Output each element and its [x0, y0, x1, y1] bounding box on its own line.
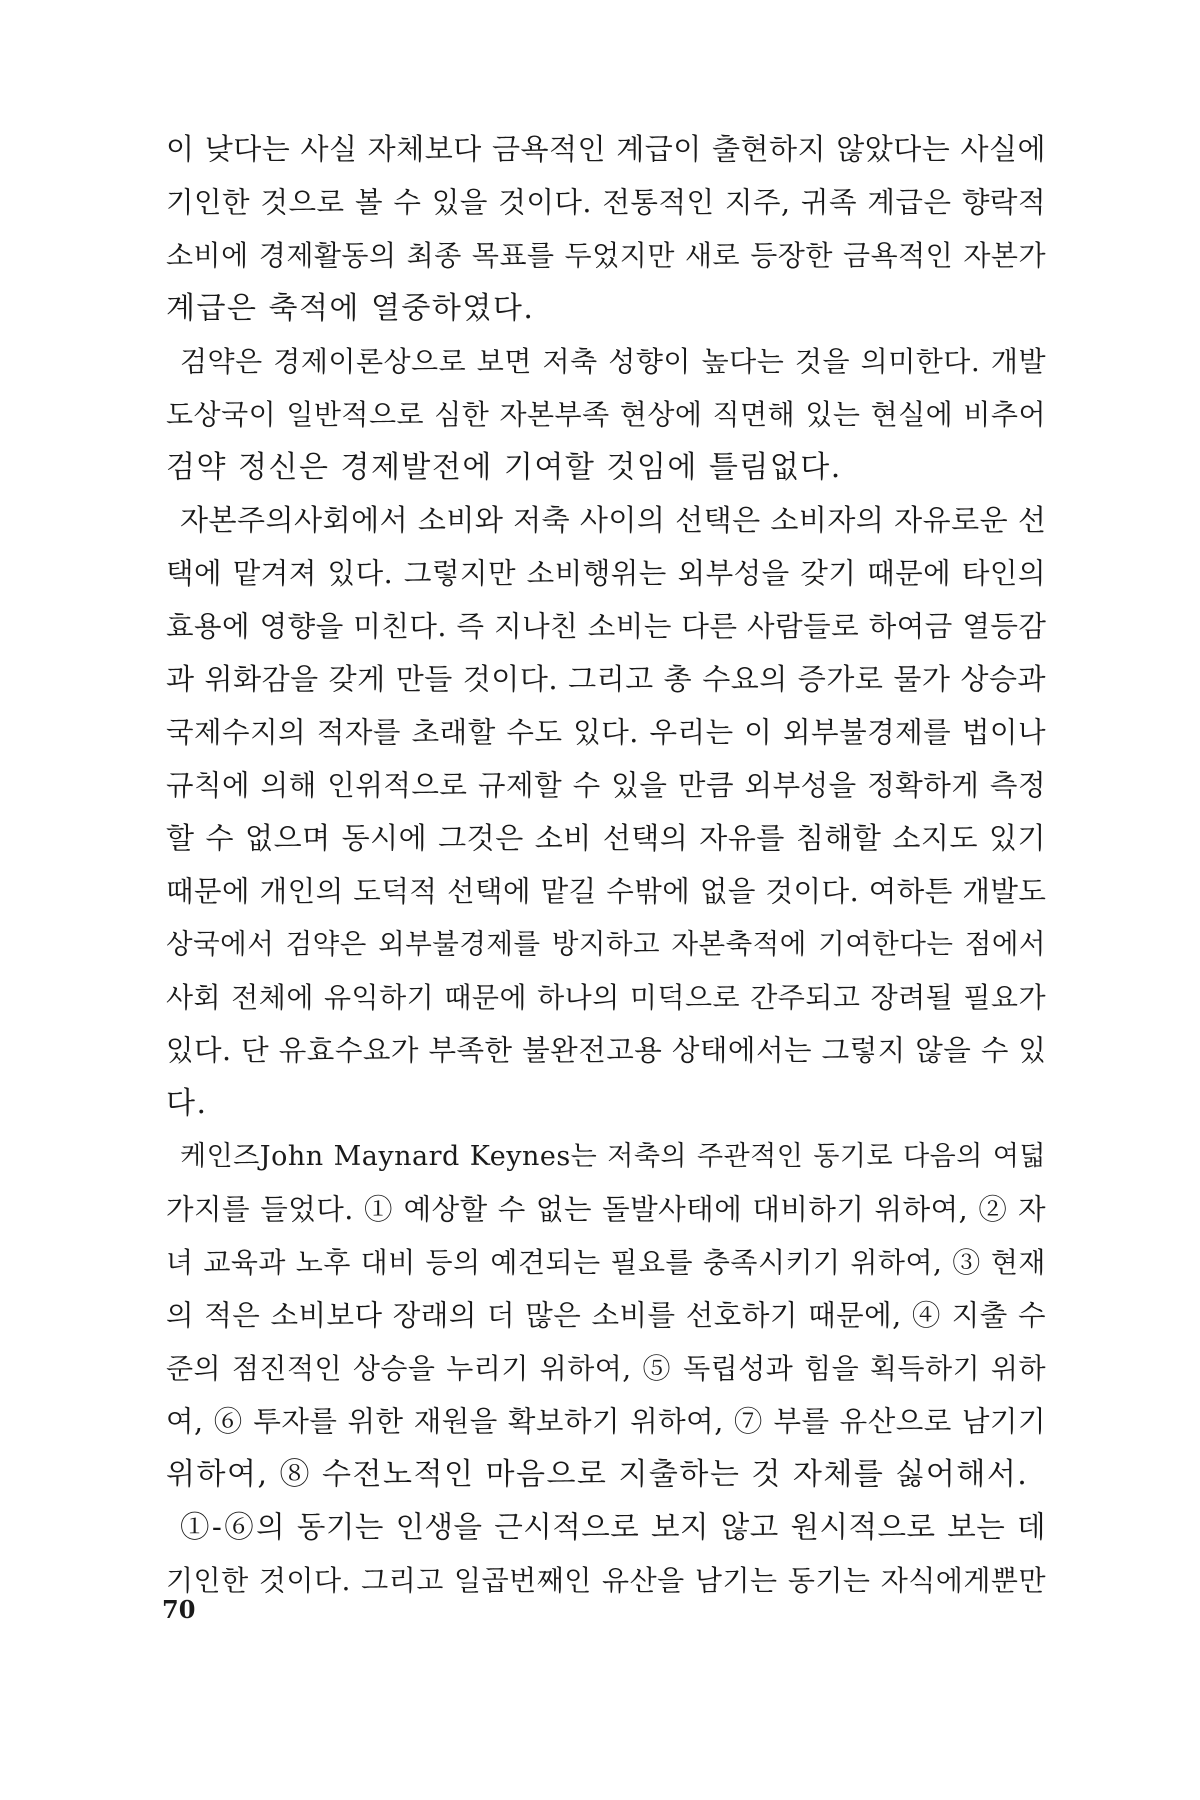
text-line: 이 낮다는 사실 자체보다 금욕적인 계급이 출현하지 않았다는 사실에 [166, 132, 1046, 166]
text-line: 때문에 개인의 도덕적 선택에 맡길 수밖에 없을 것이다. 여하튼 개발도 [166, 875, 1046, 908]
text-line: 검약 정신은 경제발전에 기여할 것임에 틀림없다. [166, 450, 842, 485]
text-line: 녀 교육과 노후 대비 등의 예견되는 필요를 충족시키기 위하여, ③ 현재 [166, 1246, 1046, 1279]
paragraph-first-line: ①-⑥의 동기는 인생을 근시적으로 보지 않고 원시적으로 보는 데 [180, 1510, 1046, 1544]
text-line: 도상국이 일반적으로 심한 자본부족 현상에 직면해 있는 현실에 비추어 [166, 398, 1046, 431]
text-line: 효용에 영향을 미친다. 즉 지나친 소비는 다른 사람들로 하여금 열등감 [166, 610, 1046, 643]
text-line: 기인한 것이다. 그리고 일곱번째인 유산을 남기는 동기는 자식에게뿐만 [166, 1564, 1046, 1597]
text-line: 의 적은 소비보다 장래의 더 많은 소비를 선호하기 때문에, ④ 지출 수 [166, 1299, 1046, 1332]
text-line: 계급은 축적에 열중하였다. [166, 291, 535, 326]
text-line: 위하여, ⑧ 수전노적인 마음으로 지출하는 것 자체를 싫어해서. [166, 1457, 1029, 1492]
text-line: 규칙에 의해 인위적으로 규제할 수 있을 만큼 외부성을 정확하게 측정 [166, 769, 1046, 802]
text-line: 있다. 단 유효수요가 부족한 불완전고용 상태에서는 그렇지 않을 수 있 [166, 1034, 1046, 1067]
text-line: 국제수지의 적자를 초래할 수도 있다. 우리는 이 외부불경제를 법이나 [166, 716, 1046, 749]
text-line: 소비에 경제활동의 최종 목표를 두었지만 새로 등장한 금욕적인 자본가 [166, 239, 1046, 272]
text-line: 할 수 없으며 동시에 그것은 소비 선택의 자유를 침해할 소지도 있기 [166, 821, 1046, 855]
text-line: 여, ⑥ 투자를 위한 재원을 확보하기 위하여, ⑦ 부를 유산으로 남기기 [166, 1405, 1046, 1438]
page-number: 70 [162, 1595, 196, 1624]
text-line: 가지를 들었다. ① 예상할 수 없는 돌발사태에 대비하기 위하여, ② 자 [166, 1193, 1046, 1226]
body-text [166, 123, 1046, 1607]
text-line: 다. [166, 1086, 208, 1121]
text-line: 상국에서 검약은 외부불경제를 방지하고 자본축적에 기여한다는 점에서 [166, 928, 1046, 960]
text-line: 사회 전체에 유익하기 때문에 하나의 미덕으로 간주되고 장려될 필요가 [166, 981, 1046, 1014]
text-line: 준의 점진적인 상승을 누리기 위하여, ⑤ 독립성과 힘을 획득하기 위하 [166, 1352, 1046, 1385]
text-line: 과 위화감을 갖게 만들 것이다. 그리고 총 수요의 증가로 물가 상승과 [166, 662, 1046, 696]
text-line: 기인한 것으로 볼 수 있을 것이다. 전통적인 지주, 귀족 계급은 향락적 [166, 186, 1046, 219]
text-line: 택에 맡겨져 있다. 그렇지만 소비행위는 외부성을 갖기 때문에 타인의 [166, 557, 1046, 590]
paragraph-first-line: 자본주의사회에서 소비와 저축 사이의 선택은 소비자의 자유로운 선 [180, 503, 1046, 537]
paragraph-first-line: 검약은 경제이론상으로 보면 저축 성향이 높다는 것을 의미한다. 개발 [180, 345, 1046, 378]
paragraph-first-line: 케인즈John Maynard Keynes는 저축의 주관적인 동기로 다음의 여덟 [180, 1141, 1046, 1172]
